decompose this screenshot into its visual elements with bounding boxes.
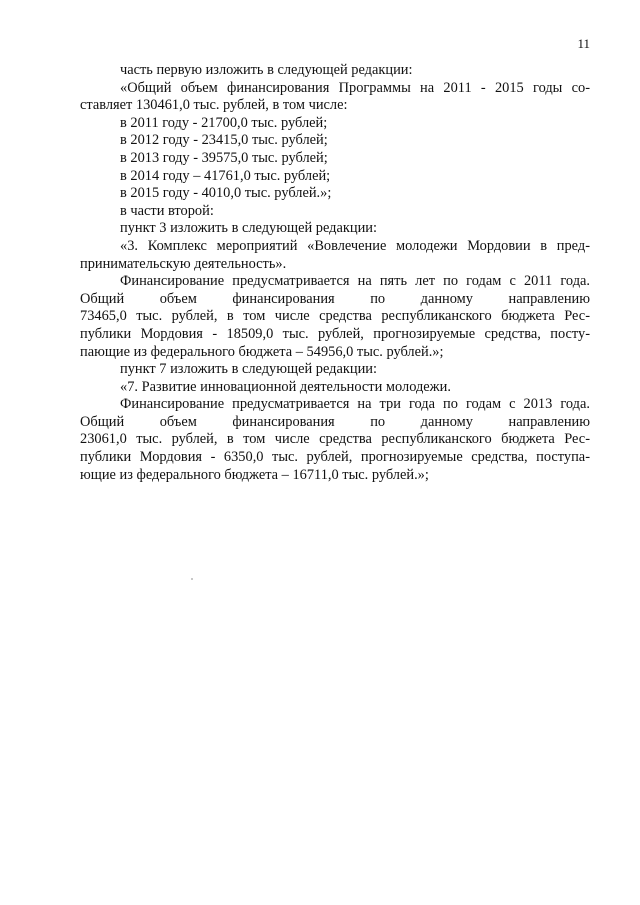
text-line: в 2015 году - 4010,0 тыс. рублей.»; — [120, 185, 332, 202]
stray-scan-mark — [191, 578, 193, 580]
text-line: в 2014 году – 41761,0 тыс. рублей; — [120, 167, 331, 184]
text-line: Финансирование предусматривается на пять лет по годам с 2011 года. — [120, 273, 590, 290]
text-line: «7. Развитие инновационной деятельности молодежи. — [120, 378, 451, 395]
text-line: Финансирование предусматривается на три года по годам с 2013 года. — [120, 396, 590, 413]
text-line: в 2013 году - 39575,0 тыс. рублей; — [120, 149, 328, 166]
page-number: 11 — [577, 36, 590, 51]
text-line: пающие из федерального бюджета – 54956,0 тыс. рублей.»; — [80, 343, 444, 360]
text-line: пункт 7 изложить в следующей редакции: — [120, 361, 377, 378]
text-line: публики Мордовия - 18509,0 тыс. рублей, прогнозируемые средства, посту- — [80, 325, 590, 342]
text-line: Общий объем финансирования по данному направлению — [80, 413, 590, 430]
text-line: ющие из федерального бюджета – 16711,0 тыс. рублей.»; — [80, 466, 429, 483]
text-line: ставляет 130461,0 тыс. рублей, в том числе: — [80, 97, 348, 114]
text-line: 23061,0 тыс. рублей, в том числе средства республиканского бюджета Рес- — [80, 431, 590, 448]
text-line: «3. Комплекс мероприятий «Вовлечение молодежи Мордовии в пред- — [120, 237, 590, 254]
text-line: публики Мордовия - 6350,0 тыс. рублей, прогнозируемые средства, поступа- — [80, 449, 590, 466]
text-line: Общий объем финансирования по данному направлению — [80, 290, 590, 307]
text-line: в части второй: — [120, 202, 214, 219]
text-line: в 2011 году - 21700,0 тыс. рублей; — [120, 114, 328, 131]
text-line: принимательскую деятельность». — [80, 255, 287, 272]
text-line: пункт 3 изложить в следующей редакции: — [120, 220, 377, 237]
text-line: 73465,0 тыс. рублей, в том числе средства республиканского бюджета Рес- — [80, 308, 590, 325]
text-line: часть первую изложить в следующей редакции: — [120, 62, 413, 78]
text-line: «Общий объем финансирования Программы на 2011 - 2015 годы со- — [120, 79, 590, 96]
text-line: в 2012 году - 23415,0 тыс. рублей; — [120, 132, 328, 149]
document-body — [80, 62, 590, 484]
